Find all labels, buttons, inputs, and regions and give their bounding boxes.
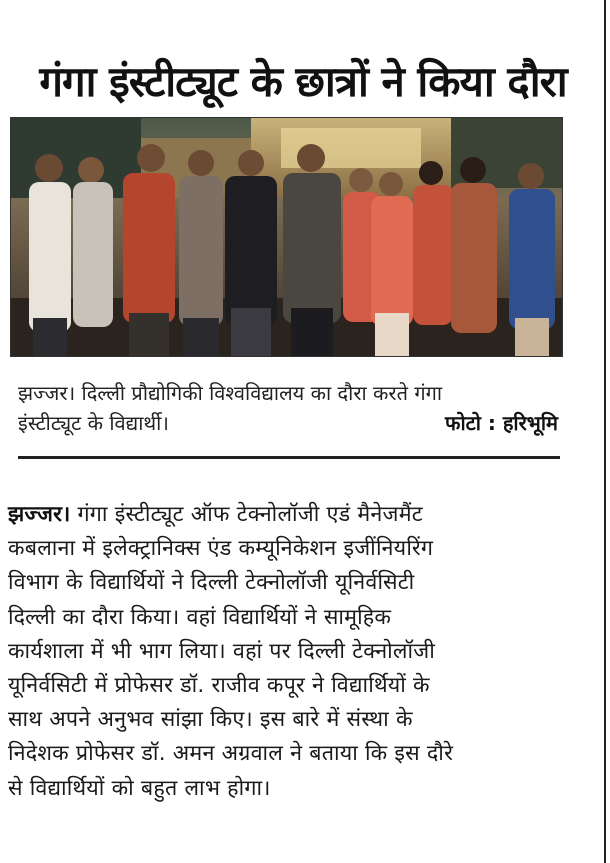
student-4 bbox=[179, 150, 223, 357]
article-line-1-text: गंगा इंस्टीट्यूट ऑफ टेक्नोलॉजी एडं मैनेजमैंट bbox=[70, 502, 423, 527]
student-6 bbox=[283, 144, 341, 357]
group-photo-illustration bbox=[11, 118, 563, 357]
student-3 bbox=[123, 144, 175, 357]
headline: गंगा इंस्टीट्यूट के छात्रों ने किया दौरा bbox=[39, 57, 567, 107]
student-11 bbox=[509, 163, 555, 357]
caption-line-2-row bbox=[18, 408, 558, 438]
page-edge-rule bbox=[604, 0, 606, 863]
news-photo bbox=[10, 117, 563, 357]
article-line-7: साथ अपने अनुभव सांझा किए। इस बारे में संस्था के bbox=[8, 707, 413, 733]
article-line-4: दिल्ली का दौरा किया। वहां विद्यार्थियों ने सामूहिक bbox=[8, 604, 392, 630]
article-line-9: से विद्यार्थियों को बहुत लाभ होगा। bbox=[8, 775, 271, 801]
article-body bbox=[8, 498, 568, 806]
article-line-2: कबलाना में इलेक्ट्रानिक्स एंड कम्यूनिकेशन इजींनियरिंग bbox=[8, 536, 434, 562]
caption-line-2: इंस्टीट्यूट के विद्यार्थी। bbox=[18, 411, 169, 435]
trees-right bbox=[441, 118, 563, 188]
photo-credit: फोटो : हरिभूमि bbox=[445, 411, 558, 435]
student-1 bbox=[29, 154, 71, 357]
caption-divider bbox=[18, 456, 560, 459]
article-line-3: विभाग के विद्यार्थियों ने दिल्ली टेक्नोलॉजी यूनिर्वसिटी bbox=[8, 570, 415, 596]
student-8 bbox=[371, 172, 413, 357]
article-line-5: कार्यशाला में भी भाग लिया। वहां पर दिल्ली टेक्नोलॉजी bbox=[8, 638, 435, 664]
article-line-6: यूनिर्वसिटी में प्रोफेसर डॉ. राजीव कपूर ने विद्यार्थियों के bbox=[8, 673, 430, 699]
photo-caption bbox=[18, 378, 558, 438]
article-line-1 bbox=[8, 498, 568, 532]
article-line-8: निदेशक प्रोफेसर डॉ. अमन अग्रवाल ने बताया कि इस दौरे bbox=[8, 741, 454, 767]
dateline: झज्जर। bbox=[8, 502, 71, 527]
caption-line-1: झज्जर। दिल्ली प्रौद्योगिकी विश्वविद्यालय का दौरा करते गंगा bbox=[18, 381, 443, 405]
student-5 bbox=[225, 150, 277, 357]
